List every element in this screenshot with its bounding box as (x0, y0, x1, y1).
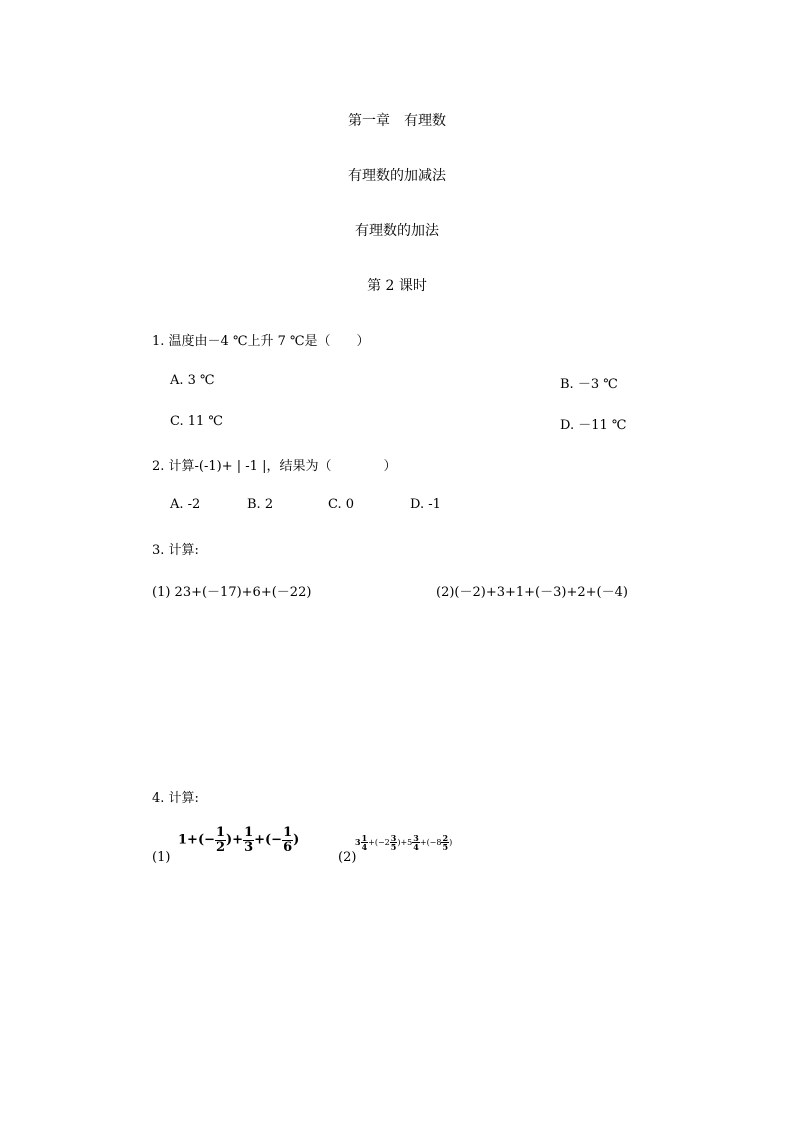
denominator: 4 (361, 842, 368, 853)
expr1-text-2: )+ (226, 832, 244, 848)
expr2-whole-1: 3 (355, 836, 361, 847)
numerator: 1 (361, 833, 368, 843)
numerator: 1 (244, 825, 254, 840)
section-title: 有理数的加减法 (348, 168, 446, 184)
q3-item-2: (2)(－2)+3+1+(－3)+2+(－4) (436, 585, 628, 600)
expr1-text-4: ) (293, 832, 300, 848)
denominator: 5 (390, 842, 397, 853)
denominator: 6 (283, 839, 293, 855)
lesson-title: 第 2 课时 (367, 278, 427, 294)
denominator: 4 (413, 842, 419, 853)
q1-option-b: B. －3 ℃ (560, 377, 618, 392)
denominator: 3 (244, 839, 254, 855)
q2-option-d: D. -1 (410, 497, 441, 512)
denominator: 2 (215, 839, 226, 855)
q4-expression-1 (178, 826, 299, 854)
fraction (282, 826, 293, 854)
fraction (243, 826, 254, 854)
q3-stem: 3. 计算: (152, 543, 199, 558)
q2-option-c: C. 0 (328, 497, 355, 512)
subsection-title: 有理数的加法 (355, 223, 439, 239)
q1-option-a: A. 3 ℃ (170, 373, 215, 388)
expr1-text-1: 1+(− (178, 832, 215, 848)
numerator: 2 (442, 833, 449, 843)
q3-item-1: (1) 23+(－17)+6+(－22) (152, 585, 312, 600)
q1-option-d: D. －11 ℃ (560, 418, 627, 433)
numerator: 1 (283, 825, 293, 840)
chapter-title: 第一章 有理数 (348, 113, 446, 129)
expr2-text-3: +(−8 (419, 837, 442, 847)
q1-option-c: C. 11 ℃ (170, 414, 223, 429)
q4-expression-2 (355, 834, 452, 852)
expr2-text-2: )+5 (397, 837, 413, 847)
q4-label-1: (1) (152, 850, 171, 865)
fraction (441, 834, 449, 852)
q2-stem: 2. 计算-(-1)+ | -1 |，结果为（ ） (152, 459, 397, 474)
numerator: 3 (390, 833, 397, 843)
expr1-text-3: +(− (254, 832, 283, 848)
q2-option-a: A. -2 (170, 497, 201, 512)
q4-label-2: (2) (338, 850, 357, 865)
q1-stem: 1. 温度由－4 ℃上升 7 ℃是（ ） (152, 334, 370, 349)
fraction (412, 834, 420, 852)
q2-option-b: B. 2 (247, 497, 274, 512)
numerator: 1 (215, 825, 226, 840)
q4-stem: 4. 计算: (152, 791, 199, 806)
expr2-text-1: +(−2 (368, 837, 390, 847)
numerator: 3 (413, 833, 419, 843)
expr2-text-4: ) (449, 837, 453, 847)
fraction (215, 826, 226, 854)
denominator: 5 (442, 842, 449, 853)
